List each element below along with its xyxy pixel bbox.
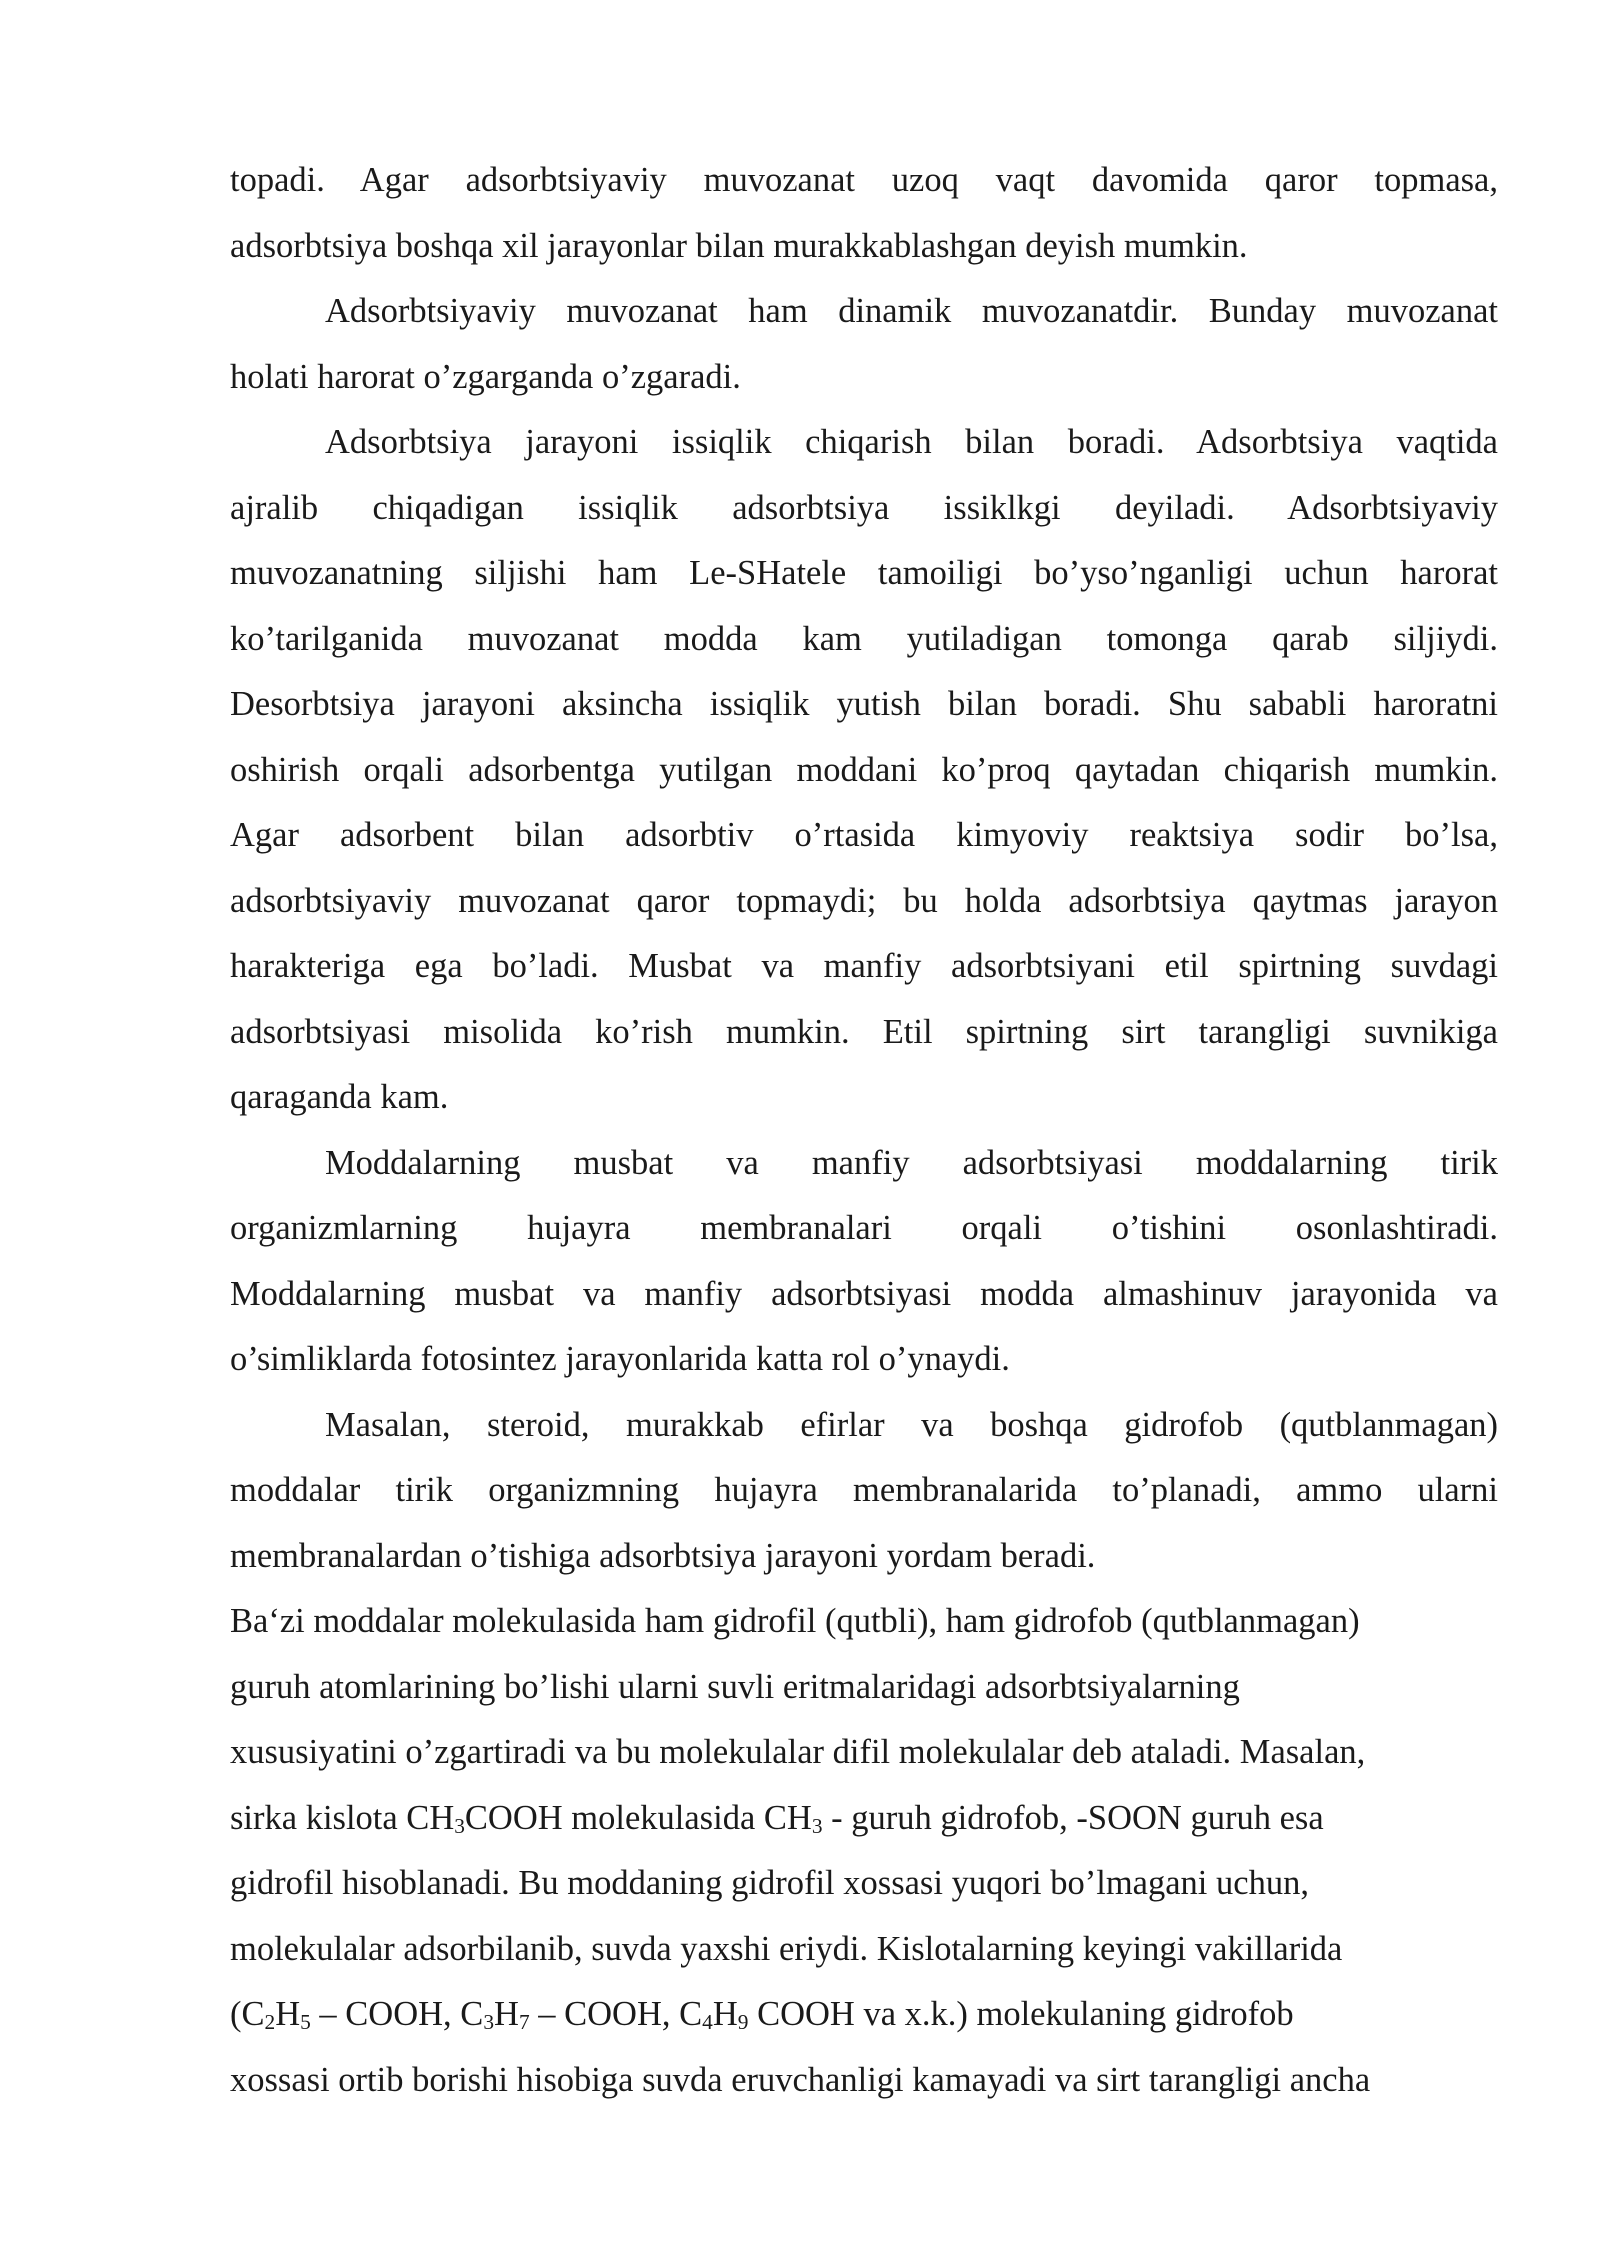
text-line: xususiyatini o’zgartiradi va bu molekulalar difil molekulalar deb ataladi. Masalan,: [230, 1733, 1366, 1771]
text-line: adsorbtsiyaviy muvozanat qaror topmaydi; bu holda adsorbtsiya qaytmas jarayon: [230, 881, 1498, 920]
text-line: ko’tarilganida muvozanat modda kam yutiladigan tomonga qarab siljiydi.: [230, 619, 1498, 658]
subscript: 7: [518, 2009, 530, 2034]
text-run: sirka kislota CH: [230, 1798, 455, 1837]
text-run: H: [494, 1995, 519, 2033]
text-line: Moddalarning musbat va manfiy adsorbtsiyasi modda almashinuv jarayonida va: [230, 1274, 1498, 1313]
text-line: adsorbtsiya boshqa xil jarayonlar bilan murakkablashgan deyish mumkin.: [230, 226, 1248, 265]
text-line: gidrofil hisoblanadi. Bu moddaning gidrofil xossasi yuqori bo’lmagani uchun,: [230, 1864, 1309, 1902]
text-line-formula: [230, 1982, 1498, 2048]
subscript: 5: [300, 2009, 311, 2034]
paragraph-5: [230, 1393, 1498, 1590]
text-run: - guruh gidrofob, -SOON guruh esa: [822, 1798, 1324, 1837]
document-body: [230, 148, 1498, 2113]
paragraph-3: [230, 410, 1498, 1131]
text-line: ajralib chiqadigan issiqlik adsorbtsiya issiklkgi deyiladi. Adsorbtsiyaviy: [230, 488, 1498, 527]
text-line: harakteriga ega bo’ladi. Musbat va manfiy adsorbtsiyani etil spirtning suvdagi: [230, 947, 1498, 985]
text-line: Adsorbtsiyaviy muvozanat ham dinamik muvozanatdir. Bunday muvozanat: [325, 292, 1498, 330]
text-line: guruh atomlarining bo’lishi ularni suvli eritmalaridagi adsorbtsiyalarning: [230, 1667, 1240, 1706]
text-line: Desorbtsiya jarayoni aksincha issiqlik yutish bilan boradi. Shu sababli haroratni: [230, 685, 1498, 723]
text-line: Moddalarning musbat va manfiy adsorbtsiyasi moddalarning tirik: [325, 1143, 1498, 1182]
text-line: oshirish orqali adsorbentga yutilgan moddani ko’proq qaytadan chiqarish mumkin.: [230, 750, 1498, 789]
text-line: molekulalar adsorbilanib, suvda yaxshi eriydi. Kislotalarning keyingi vakillarida: [230, 1929, 1343, 1968]
subscript: 3: [454, 1813, 465, 1838]
text-line: adsorbtsiyasi misolida ko’rish mumkin. Etil spirtning sirt tarangligi suvnikiga: [230, 1012, 1498, 1051]
text-run: H: [275, 1995, 301, 2033]
text-run: COOH va x.k.) molekulaning gidrofob: [748, 1995, 1294, 2033]
text-line: Ba‘zi moddalar molekulasida ham gidrofil (qutbli), ham gidrofob (qutblanmagan): [230, 1602, 1360, 1640]
text-line: holati harorat o’zgarganda o’zgaradi.: [230, 357, 741, 396]
text-line: Adsorbtsiya jarayoni issiqlik chiqarish bilan boradi. Adsorbtsiya vaqtida: [325, 423, 1498, 461]
text-line: Agar adsorbent bilan adsorbtiv o’rtasida kimyoviy reaktsiya sodir bo’lsa,: [230, 816, 1498, 854]
subscript: 2: [264, 2009, 276, 2034]
subscript: 4: [702, 2009, 713, 2034]
subscript: 3: [483, 2009, 495, 2034]
text-run: H: [712, 1995, 738, 2033]
subscript: 9: [737, 2009, 749, 2034]
text-run: – COOH, C: [529, 1995, 703, 2033]
text-line: o’simliklarda fotosintez jarayonlarida katta rol o’ynaydi.: [230, 1340, 1010, 1378]
text-line: moddalar tirik organizmning hujayra membranalarida to’planadi, ammo ularni: [230, 1471, 1498, 1509]
text-line: Masalan, steroid, murakkab efirlar va boshqa gidrofob (qutblanmagan): [325, 1405, 1498, 1444]
text-line: membranalardan o’tishiga adsorbtsiya jarayoni yordam beradi.: [230, 1536, 1096, 1575]
text-line-formula: [230, 1786, 1498, 1852]
text-line: muvozanatning siljishi ham Le-SHatele tamoiligi bo’yso’nganligi uchun harorat: [230, 554, 1498, 592]
text-line: topadi. Agar adsorbtsiyaviy muvozanat uzoq vaqt davomida qaror topmasa,: [230, 161, 1498, 199]
paragraph-6: [230, 1589, 1498, 2113]
text-line: qaraganda kam.: [230, 1078, 449, 1116]
text-run: COOH molekulasida CH: [464, 1798, 812, 1837]
paragraph-1: [230, 148, 1498, 279]
text-line: xossasi ortib borishi hisobiga suvda eruvchanligi kamayadi va sirt tarangligi ancha: [230, 2060, 1371, 2099]
subscript: 3: [811, 1813, 823, 1838]
text-run: (C: [230, 1995, 265, 2033]
paragraph-4: [230, 1131, 1498, 1393]
text-run: – COOH, C: [310, 1995, 484, 2033]
paragraph-2: [230, 279, 1498, 410]
text-line: organizmlarning hujayra membranalari orqali o’tishini osonlashtiradi.: [230, 1209, 1498, 1247]
